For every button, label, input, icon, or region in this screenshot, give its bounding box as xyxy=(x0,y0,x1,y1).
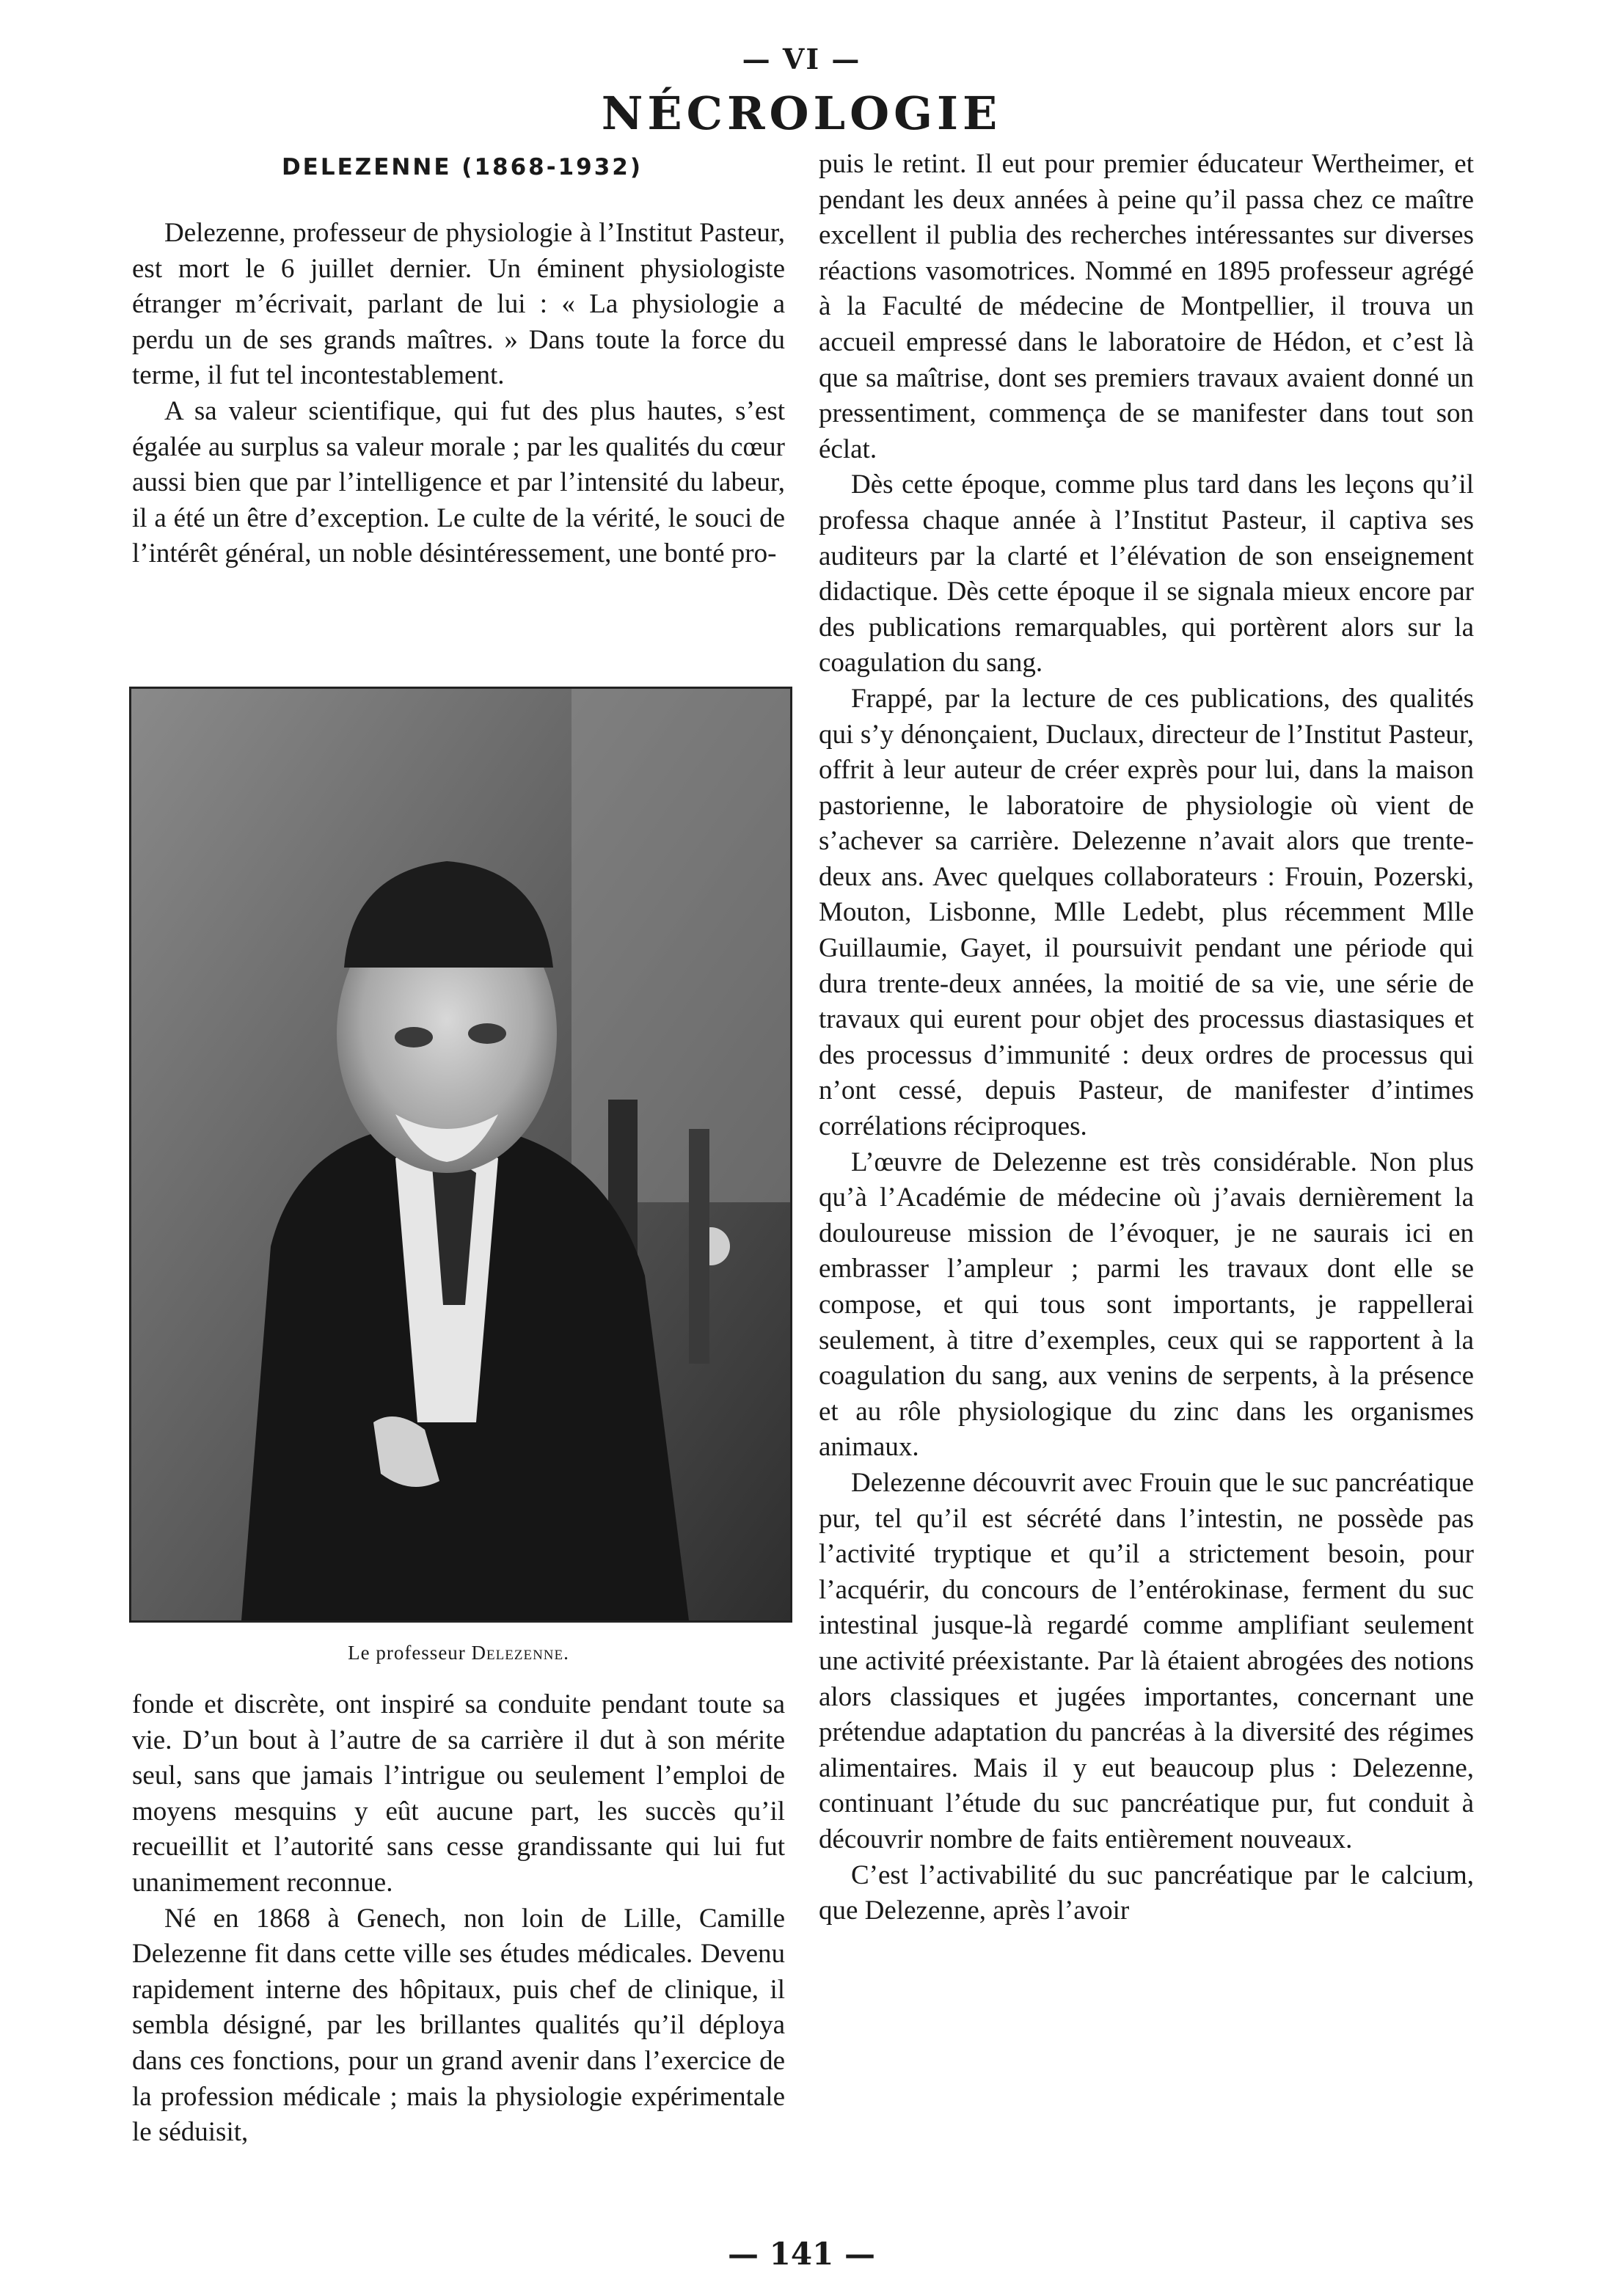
paragraph: Dès cette époque, comme plus tard dans les leçons qu’il professa chaque année à l’Institut Pasteur, il captiva ses auditeurs par la clarté et l’élévation de son enseignement didactique. Dès cette époque il se signala mieux encore par des publications remarquables, qui portèrent alors sur la coagulation du sang. xyxy=(819,469,1474,679)
paragraph: Né en 1868 à Genech, non loin de Lille, Camille Delezenne fit dans cette ville ses études médicales. Devenu rapidement interne des hôpitaux, puis chef de clinique, il sembla désigné, par les brillantes qualités qu’il déploya dans ces fonctions, pour un grand avenir dans l’exercice de la profession médicale ; mais la physiologie expérimentale le séduisit, xyxy=(132,1903,785,2148)
paragraph: A sa valeur scientifique, qui fut des plus hautes, s’est égalée au surplus sa valeur morale ; par les qualités du cœur aussi bien que par l’intelligence et par l’intensité du labeur, il a été un être d’exception. Le culte de la vérité, le souci de l’intérêt général, un noble désintéressement, une bonté pro- xyxy=(132,395,785,569)
page-number: — 141 — xyxy=(728,2236,875,2272)
paragraph: L’œuvre de Delezenne est très considérable. Non plus qu’à l’Académie de médecine où j’avais dernièrement la douloureuse mission de l’évoquer, je ne saurais ici en embrasser l’ampleur ; parmi les travaux dont elle se compose, et qui tous sont importants, je rappellerai seulement, à titre d’exemples, ceux qui se rapportent à la coagulation du sang, aux venins de serpents, à la présence et au rôle physiologique du zinc dans les organismes animaux. xyxy=(819,1147,1474,1463)
paragraph: puis le retint. Il eut pour premier éducateur Wertheimer, et pendant les deux années à peine qu’il passa chez ce maître excellent il publia des recherches intéressantes sur diverses réactions vasomotrices. Nommé en 1895 professeur agrégé à la Faculté de médecine de Montpellier, il trouva un accueil empressé dans le laboratoire de Hédon, et c’est là que sa maîtrise, dont ses premiers travaux avaient donné un pressentiment, commença de se manifester dans tout son éclat. xyxy=(819,149,1474,464)
article-title: DELEZENNE (1868-1932) xyxy=(281,154,643,180)
right-column xyxy=(819,147,1474,1929)
paragraph: Delezenne, professeur de physiologie à l’Institut Pasteur, est mort le 6 juillet dernier. Un éminent physiologiste étranger m’écrivait, parlant de lui : « La physiologie a perdu un de ses grands maîtres. » Dans toute la force du terme, il fut tel incontestablement. xyxy=(132,218,785,391)
left-column-top xyxy=(132,216,785,572)
caption-name: Delezenne. xyxy=(471,1642,569,1664)
photo-caption xyxy=(132,1642,785,1664)
caption-prefix: Le professeur xyxy=(348,1642,466,1664)
section-title: NÉCROLOGIE xyxy=(601,87,1002,140)
paragraph: C’est l’activabilité du suc pancréatique par le calcium, que Delezenne, après l’avoir xyxy=(819,1860,1474,1926)
portrait-photo xyxy=(129,687,792,1623)
left-column-bottom xyxy=(132,1687,785,2151)
page-roman-number: — VI — xyxy=(742,43,861,76)
paragraph: Delezenne découvrit avec Frouin que le suc pancréatique pur, tel qu’il est sécrété dans l’intestin, ne possède pas l’activité tryptique et qu’il a strictement besoin, pour l’acquérir, du concours de l’entérokinase, ferment du suc intestinal jusque-là regardé comme amplifiant seulement une activité préexistante. Par là étaient abrogées des notions alors classiques et jugées importantes, concernant une prétendue adaptation du pancréas à la diversité des régimes alimentaires. Mais il y eut beaucoup plus : Delezenne, continuant l’étude du suc pancréatique pur, fut conduit à découvrir nombre de faits entièrement nouveaux. xyxy=(819,1467,1474,1854)
paragraph: fonde et discrète, ont inspiré sa conduite pendant toute sa vie. D’un bout à l’autre de sa carrière il dut à son mérite seul, sans que jamais l’intrigue ou seulement l’emploi de moyens mesquins y eût aucune part, les succès qu’il recueillit et l’autorité sans cesse grandissante qui lui fut unanimement reconnue. xyxy=(132,1689,785,1898)
paragraph: Frappé, par la lecture de ces publications, des qualités qui s’y dénonçaient, Duclaux, directeur de l’Institut Pasteur, offrit à leur auteur de créer exprès pour lui, dans la maison pastorienne, le laboratoire de physiologie où vient de s’achever sa carrière. Delezenne n’avait alors que trente-deux ans. Avec quelques collaborateurs : Frouin, Pozerski, Mouton, Lisbonne, Mlle Ledebt, plus récemment Mlle Guillaumie, Gayet, il poursuivit pendant une période qui dura trente-deux années, la moitié de sa vie, une série de travaux qui eurent pour objet des processus diastasiques et des processus d’immunité : deux ordres de processus qui n’ont cessé, depuis Pasteur, de manifester d’intimes corrélations réciproques. xyxy=(819,683,1474,1142)
